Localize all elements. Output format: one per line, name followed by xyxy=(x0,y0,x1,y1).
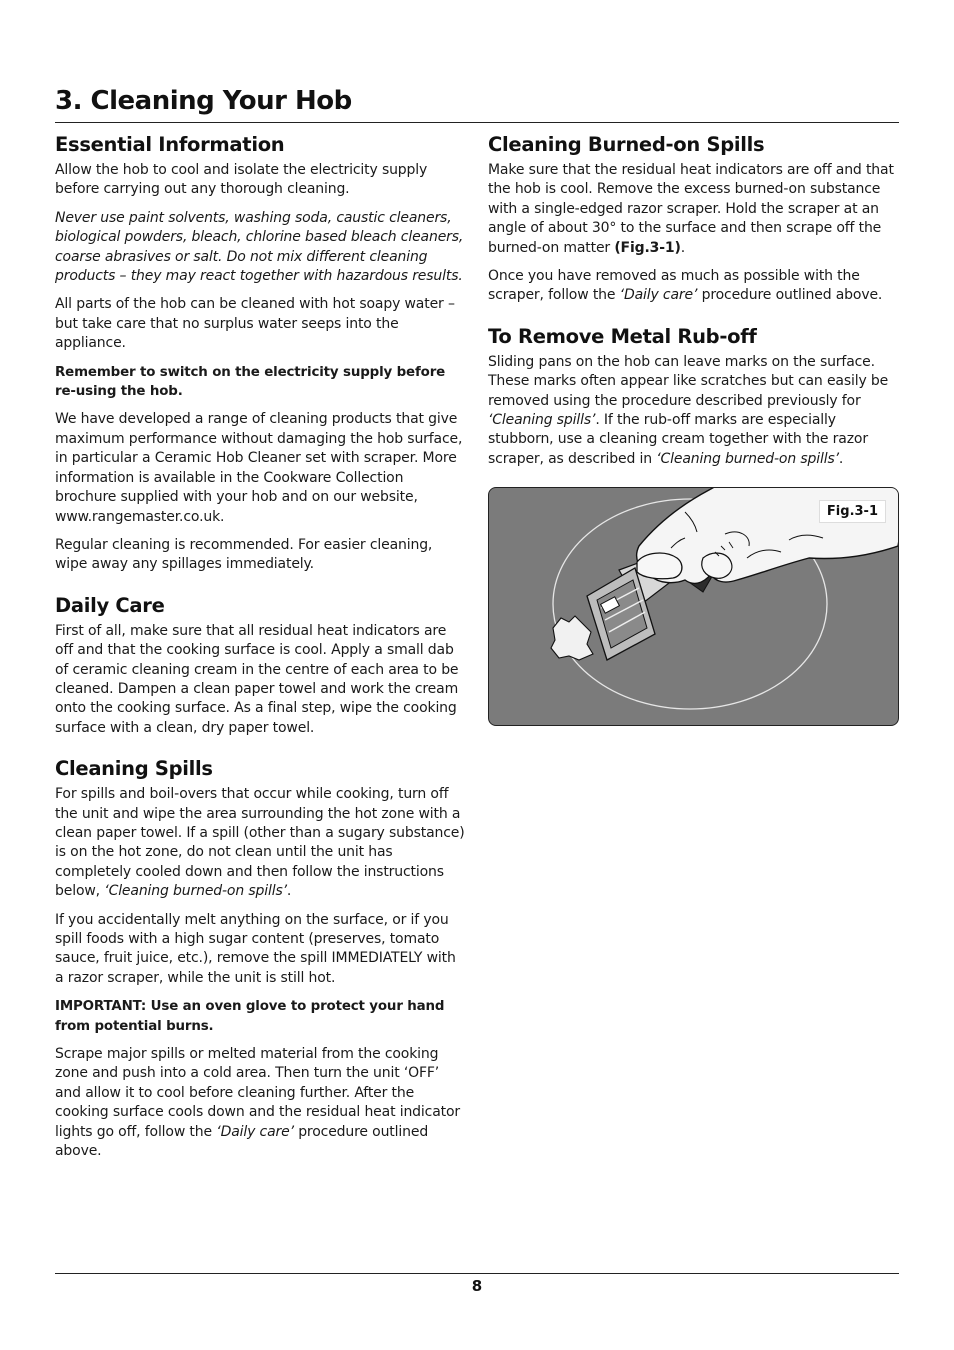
spills-heading: Cleaning Spills xyxy=(55,757,213,781)
rub-p1-middle: . If the rub-off marks are especially stubborn, use a cleaning cream together with the razor scraper, as described in xyxy=(488,412,868,467)
essential-paragraph-6: Regular cleaning is recommended. For easier cleaning, wipe away any spillages immediately. xyxy=(55,536,433,573)
essential-paragraph-5: We have developed a range of cleaning products that give maximum performance without damaging the hob surface, in particular a Ceramic Hob Cleaner set with scraper. More information is available in the Cookware Collection brochure supplied with your hob and on our website, www.rangemaster.co.uk. xyxy=(55,411,463,525)
important-text: Use an oven glove to protect your hand from potential burns. xyxy=(55,999,445,1034)
burned-p1-text: Make sure that the residual heat indicators are off and that the hob is cool. Remove the excess burned-on substance with a single-edged razor scraper. Hold the scraper at an angle of about 30° to the surface and then scrape off the burned-on matter xyxy=(488,162,894,256)
footer-rule xyxy=(55,1273,899,1274)
essential-reminder: Remember to switch on the electricity supply before re-using the hob. xyxy=(55,364,446,400)
page-number: 8 xyxy=(471,1277,483,1295)
hob-scraper-illustration xyxy=(489,488,898,725)
figure-label: Fig.3-1 xyxy=(819,500,886,523)
rub-p1-text: Sliding pans on the hob can leave marks on the surface. These marks often appear like scratches but can easily be removed using the procedure described previously for xyxy=(488,353,889,409)
essential-heading: Essential Information xyxy=(55,133,285,156)
spills-p1-text: For spills and boil-overs that occur while cooking, turn off the unit and wipe the area surrounding the hot zone with a clean paper towel. If a spill (other than a sugary substance) is on the hot zone, do not clean until the unit has completely cooled down and then follow the instructions below, xyxy=(55,786,465,900)
right-column xyxy=(488,132,900,726)
burned-p2-end: procedure outlined above. xyxy=(697,287,883,304)
burned-p2-reference: ‘Daily care’ xyxy=(619,287,698,304)
section-daily-care xyxy=(55,593,467,738)
section-metal-rub-off xyxy=(488,324,900,469)
rub-p1-reference-2: ‘Cleaning burned-on spills’ xyxy=(656,450,839,467)
spills-p1-end: . xyxy=(286,883,292,900)
essential-warning-paragraph: Never use paint solvents, washing soda, caustic cleaners, biological powders, bleach, chlorine based bleach cleaners, coarse abrasives or salt. Do not mix different cleaning products – they may react together with hazardous results. xyxy=(55,209,464,285)
burned-heading: Cleaning Burned-on Spills xyxy=(488,133,765,156)
spills-p4-reference: ‘Daily care’ xyxy=(216,1123,294,1140)
section-essential-information xyxy=(55,132,467,575)
burned-on-residue xyxy=(551,616,593,660)
burned-p1-figure-ref: (Fig.3-1) xyxy=(614,239,681,256)
left-column xyxy=(55,132,467,1179)
spills-paragraph-2: If you accidentally melt anything on the surface, or if you spill foods with a high sugar content (preserves, tomato sauce, fruit juice, etc.), remove the spill IMMEDIATELY with a razor scraper, while the unit is still hot. xyxy=(55,911,456,986)
page-title: 3. Cleaning Your Hob xyxy=(55,86,352,116)
rub-heading: To Remove Metal Rub-off xyxy=(488,324,757,348)
spills-important-note xyxy=(55,997,467,1036)
spills-p4-text: Scrape major spills or melted material from the cooking zone and push into a cold area. Then turn the unit ‘OFF’ and allow it to cool before cleaning further. After the cooking surface cools down and the residual heat indicator lights go off, follow the xyxy=(55,1046,460,1140)
burned-p1-end: . xyxy=(680,239,686,256)
figure-3-1 xyxy=(488,487,899,726)
daily-paragraph-1: First of all, make sure that all residual heat indicators are off and that the cooking surface is cool. Apply a small dab of ceramic cleaning cream in the centre of each area to be cleaned. Dampen a clean paper towel and work the cream onto the cooking surface. As a final step, wipe the cooking surface with a clean, dry paper towel. xyxy=(55,622,459,736)
rub-paragraph-1 xyxy=(488,353,900,469)
rub-p1-reference-1: ‘Cleaning spills’ xyxy=(488,412,596,429)
daily-heading: Daily Care xyxy=(55,593,165,617)
spills-p1-reference: ‘Cleaning burned-on spills’ xyxy=(104,883,287,900)
important-label: IMPORTANT: xyxy=(55,999,147,1015)
section-cleaning-spills xyxy=(55,756,467,1161)
essential-paragraph-3: All parts of the hob can be cleaned with hot soapy water – but take care that no surplus water seeps into the appliance. xyxy=(55,296,455,352)
burned-paragraph-2 xyxy=(488,267,900,306)
spills-paragraph-1 xyxy=(55,785,467,901)
burned-paragraph-1 xyxy=(488,161,900,258)
spills-paragraph-4 xyxy=(55,1045,467,1161)
spills-p4-end: procedure outlined above. xyxy=(55,1123,429,1160)
section-burned-on-spills xyxy=(488,132,900,306)
title-rule xyxy=(55,122,899,123)
essential-paragraph-1: Allow the hob to cool and isolate the electricity supply before carrying out any thorough cleaning. xyxy=(55,162,428,198)
burned-p2-text: Once you have removed as much as possible with the scraper, follow the xyxy=(488,268,860,304)
rub-p1-end: . xyxy=(838,450,844,467)
